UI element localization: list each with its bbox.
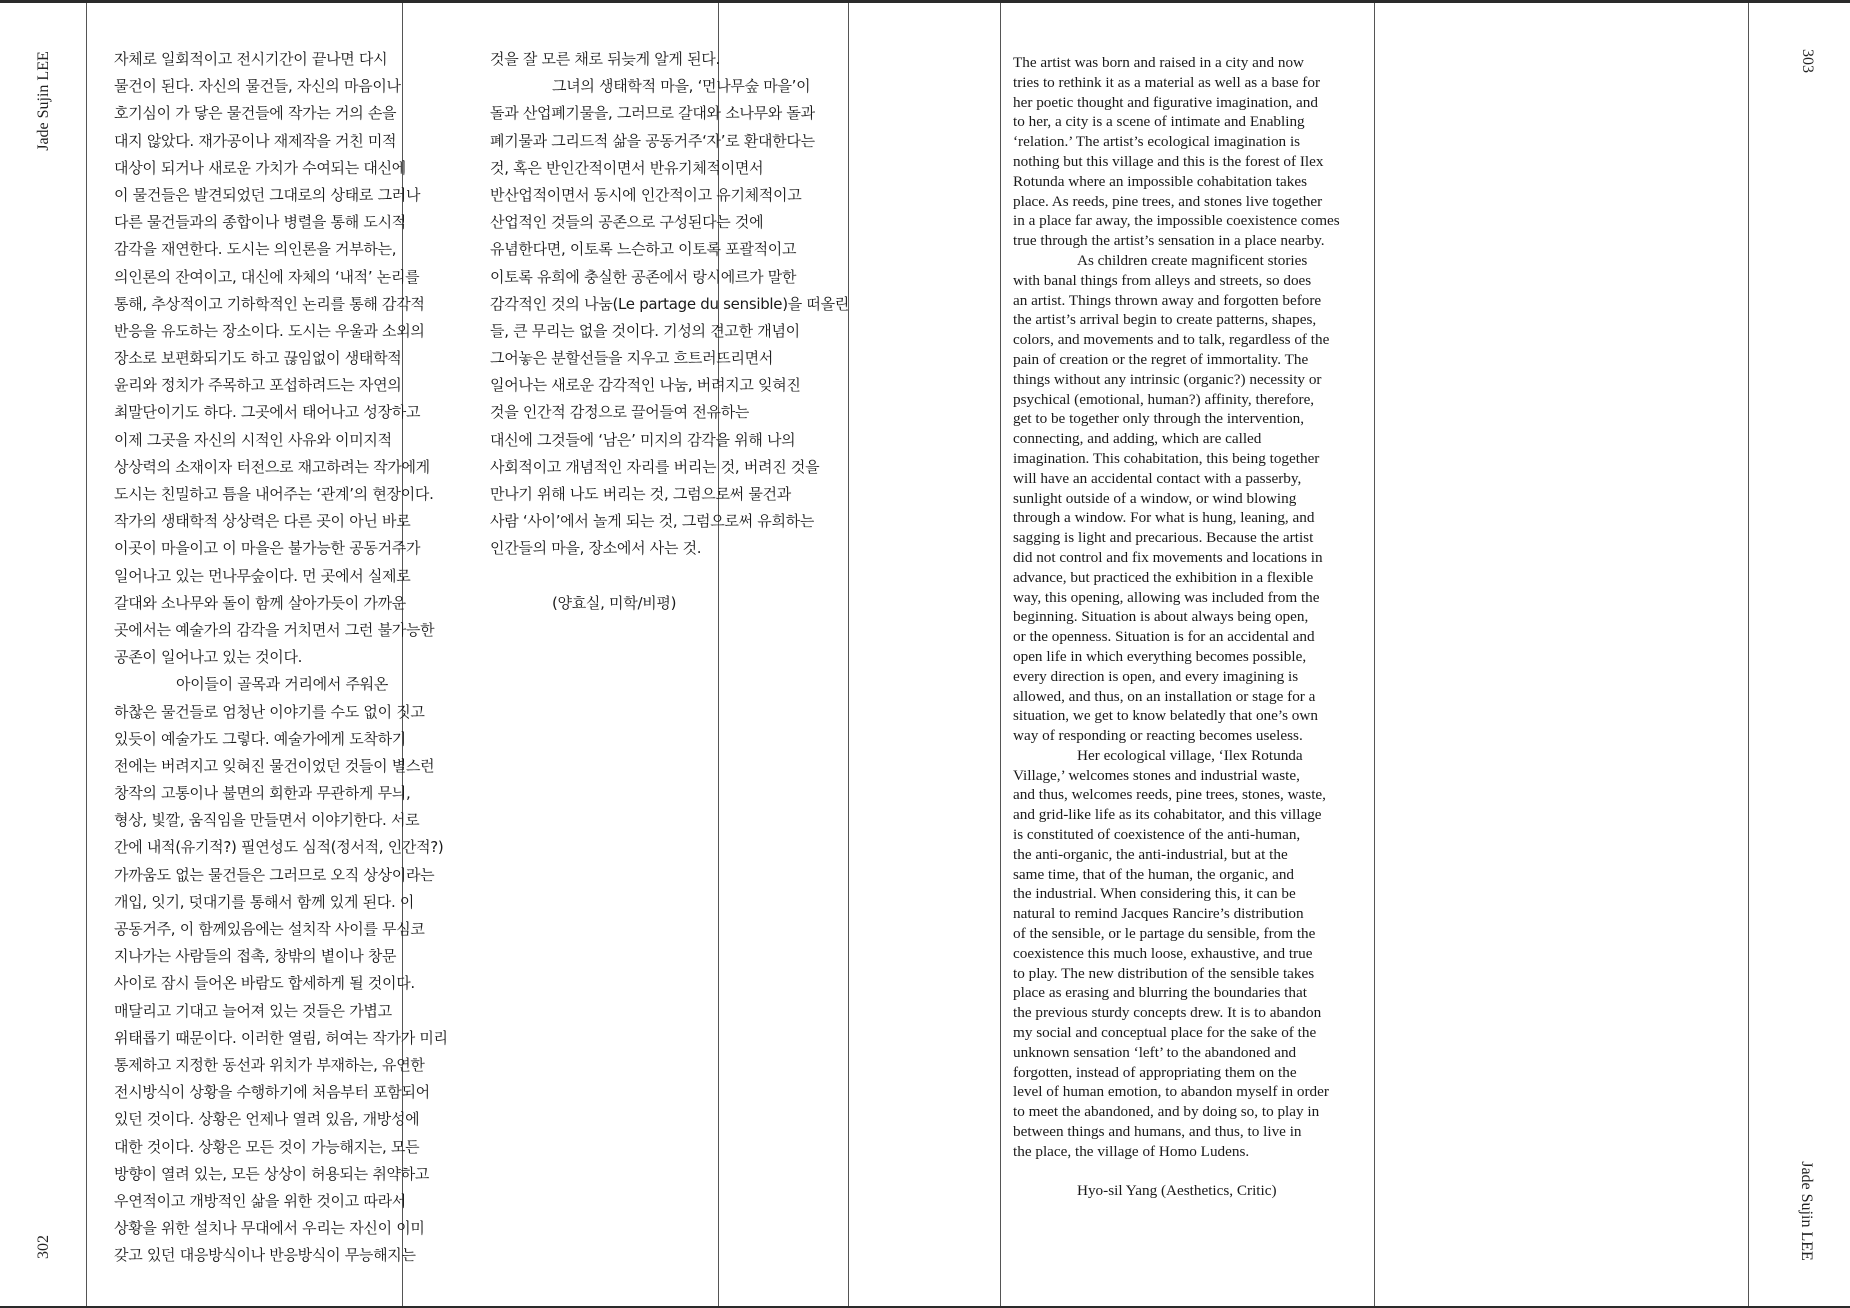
text-line: 이제 그곳을 자신의 시적인 사유와 이미지적 [114, 430, 392, 449]
text-line: true through the artist’s sensation in a place nearby. [1013, 232, 1325, 250]
text-line: beginning. Situation is about always being open, [1013, 608, 1309, 626]
text-line: 가까움도 없는 물건들은 그러므로 오직 상상이라는 [114, 865, 435, 884]
text-line: tries to rethink it as a material as well as a base for [1013, 73, 1321, 91]
text-line: 그어놓은 분할선들을 지우고 흐트러뜨리면서 [490, 349, 774, 368]
text-line: pain of creation or the regret of immortality. The [1013, 350, 1309, 368]
text-line: the anti-organic, the anti-industrial, but at the [1013, 845, 1288, 863]
column-rule [1000, 3, 1001, 1306]
text-line: 하찮은 물건들로 엄청난 이야기를 수도 없이 짓고 [114, 702, 425, 721]
text-line: or the openness. Situation is for an accidental and [1013, 628, 1315, 646]
text-line: 공동거주, 이 함께있음에는 설치작 사이를 무심코 [114, 920, 425, 938]
text-line: will have an accidental contact with a passerby, [1013, 469, 1302, 487]
text-line: Her ecological village, ‘Ilex Rotunda [1077, 746, 1303, 764]
text-line: sagging is light and precarious. Because the artist [1013, 529, 1314, 547]
text-line: 공존이 일어나고 있는 것이다. [114, 648, 303, 667]
text-line: things without any intrinsic (organic?) necessity or [1013, 370, 1322, 388]
text-line: coexistence this much loose, exhaustive, and true [1013, 944, 1313, 962]
text-line: 장소로 보편화되기도 하고 끊임없이 생태학적 [114, 349, 402, 368]
text-line: forgotten, instead of appropriating them on the [1013, 1063, 1297, 1081]
text-line: 방향이 열려 있는, 모든 상상이 허용되는 취약하고 [114, 1164, 430, 1183]
text-line: and thus, welcomes reeds, pine trees, stones, waste, [1013, 786, 1326, 804]
text-line: 다른 물건들과의 종합이나 병렬을 통해 도시적 [114, 213, 406, 232]
text-line: 물건이 된다. 자신의 물건들, 자신의 마음이나 [114, 77, 401, 96]
column-rule [1374, 3, 1375, 1306]
text-line: 전에는 버려지고 잊혀진 물건이었던 것들이 별스런 [114, 756, 435, 775]
text-line: 위태롭기 때문이다. 이러한 열림, 허여는 작가가 미리 [114, 1028, 448, 1047]
text-line: 인간들의 마을, 장소에서 사는 것. [490, 539, 702, 558]
text-line: 곳에서는 예술가의 감각을 거치면서 그런 불가능한 [114, 620, 435, 639]
english-column [1013, 53, 1340, 1201]
text-line: 호기심이 가 닿은 물건들에 작가는 거의 손을 [114, 104, 397, 123]
text-line: 전시방식이 상황을 수행하기에 처음부터 포함되어 [114, 1083, 430, 1102]
text-line: 사이로 잠시 들어온 바람도 합세하게 될 것이다. [114, 974, 415, 993]
text-line: 이토록 유희에 충실한 공존에서 랑시에르가 말한 [490, 267, 797, 286]
text-line: 윤리와 정치가 주목하고 포섭하려드는 자연의 [114, 376, 402, 395]
top-border [0, 0, 1850, 3]
text-line: 도시는 친밀하고 틈을 내어주는 ‘관계’의 현장이다. [114, 485, 434, 503]
text-line: in a place far away, the impossible coexistence comes [1013, 212, 1340, 230]
text-line: get to be together only through the intervention, [1013, 410, 1305, 428]
text-line: 있던 것이다. 상황은 언제나 열려 있음, 개방성에 [114, 1110, 420, 1129]
text-line: same time, that of the human, the organic, and [1013, 865, 1295, 883]
text-line: my social and conceptual place for the sake of the [1013, 1024, 1317, 1042]
text-line: 상황을 위한 설치나 무대에서 우리는 자신이 이미 [114, 1219, 425, 1238]
text-line: The artist was born and raised in a city and now [1013, 54, 1305, 71]
text-line: Rotunda where an impossible cohabitation takes [1013, 172, 1307, 190]
text-line: 산업적인 것들의 공존으로 구성된다는 것에 [490, 213, 764, 232]
text-line: an artist. Things thrown away and forgotten before [1013, 291, 1322, 309]
text-line: 상상력의 소재이자 터전으로 재고하려는 작가에게 [114, 457, 430, 476]
text-line: every direction is open, and every imagining is [1013, 667, 1299, 685]
text-line: advance, but practiced the exhibition in a flexible [1013, 568, 1314, 586]
text-line: 반산업적이면서 동시에 인간적이고 유기체적이고 [490, 185, 802, 204]
text-line: 반응을 유도하는 장소이다. 도시는 우울과 소외의 [114, 321, 425, 340]
text-line: Village,’ welcomes stones and industrial waste, [1013, 766, 1300, 784]
text-line: situation, we get to know belatedly that one’s own [1013, 707, 1318, 725]
text-line: natural to remind Jacques Rancire’s distribution [1013, 905, 1304, 923]
text-line: 사람 ‘사이’에서 놀게 되는 것, 그럼으로써 유희하는 [490, 512, 815, 531]
text-line: with banal things from alleys and streets, so does [1013, 271, 1312, 289]
text-line: psychical (emotional, human?) affinity, therefore, [1013, 390, 1315, 408]
text-line: 창작의 고통이나 불면의 회한과 무관하게 무늬, [114, 784, 411, 803]
text-line: imagination. This cohabitation, this being together [1013, 449, 1320, 467]
paragraph-gap [490, 563, 849, 590]
text-line: 최말단이기도 하다. 그곳에서 태어나고 성장하고 [114, 403, 421, 422]
text-line: way, this opening, allowing was included from the [1013, 588, 1320, 606]
text-line: 일어나는 새로운 감각적인 나눔, 버려지고 잊혀진 [490, 376, 801, 395]
text-line: 이곳이 마을이고 이 마을은 불가능한 공동거주가 [114, 539, 421, 558]
text-line: 폐기물과 그리드적 삶을 공동거주‘자’로 환대한다는 [490, 131, 815, 150]
text-line: way of responding or reacting becomes useless. [1013, 727, 1303, 745]
text-line: 사회적이고 개념적인 자리를 버리는 것, 버려진 것을 [490, 457, 820, 476]
text-line: 그녀의 생태학적 마을, ‘먼나무숲 마을’이 [552, 77, 811, 96]
english-signature: Hyo-sil Yang (Aesthetics, Critic) [1077, 1182, 1277, 1200]
text-line: 감각을 재연한다. 도시는 의인론을 거부하는, [114, 240, 397, 259]
text-line: sunlight outside of a window, or wind blowing [1013, 489, 1297, 507]
text-line: through a window. For what is hung, leaning, and [1013, 509, 1315, 527]
text-line: did not control and fix movements and locations in [1013, 548, 1323, 566]
text-line: the industrial. When considering this, it can be [1013, 885, 1296, 903]
text-line: 유념한다면, 이토록 느슨하고 이토록 포괄적이고 [490, 240, 797, 259]
text-line: 감각적인 것의 나눔(Le partage du sensible)을 떠올린 [490, 294, 849, 313]
korean-column-1 [114, 46, 448, 1269]
text-line: unknown sensation ‘left’ to the abandoned and [1013, 1043, 1297, 1061]
text-line: nothing but this village and this is the forest of Ilex [1013, 152, 1324, 170]
text-line: and grid-like life as its cohabitator, and this village [1013, 806, 1322, 824]
text-line: allowed, and thus, on an installation or stage for a [1013, 687, 1316, 705]
korean-column-2 [490, 46, 849, 617]
text-line: level of human emotion, to abandon myself in order [1013, 1083, 1329, 1101]
text-line: 것, 혹은 반인간적이면서 반유기체적이면서 [490, 158, 764, 177]
text-line: of the sensible, or le partage du sensible, from the [1013, 925, 1316, 943]
text-line: ‘relation.’ The artist’s ecological imagination is [1013, 133, 1301, 151]
page-number-right: 303 [1799, 49, 1816, 73]
text-line: place. As reeds, pine trees, and stones live together [1013, 192, 1323, 210]
text-line: 돌과 산업폐기물을, 그러므로 갈대와 소나무와 돌과 [490, 104, 815, 123]
text-line: 대지 않았다. 재가공이나 재제작을 거친 미적 [114, 131, 397, 150]
text-line: the previous sturdy concepts drew. It is to abandon [1013, 1004, 1322, 1022]
text-line: 갖고 있던 대응방식이나 반응방식이 무능해지는 [114, 1246, 416, 1265]
text-line: 대상이 되거나 새로운 가치가 수여되는 대신에 [114, 158, 406, 177]
text-line: As children create magnificent stories [1077, 251, 1308, 269]
text-line: place as erasing and blurring the boundaries that [1013, 984, 1307, 1002]
text-line: 개입, 잇기, 덧대기를 통해서 함께 있게 된다. 이 [114, 892, 415, 911]
column-rule [1748, 3, 1749, 1306]
text-line: to play. The new distribution of the sensible takes [1013, 964, 1315, 982]
text-line: the place, the village of Homo Ludens. [1013, 1142, 1250, 1160]
text-line: 만나기 위해 나도 버리는 것, 그럼으로써 물건과 [490, 485, 791, 503]
text-line: the artist’s arrival begin to create patterns, shapes, [1013, 311, 1317, 329]
text-line: 있듯이 예술가도 그렇다. 예술가에게 도착하기 [114, 729, 406, 748]
korean-signature: (양효실, 미학/비평) [552, 593, 677, 612]
text-line: 매달리고 기대고 늘어져 있는 것들은 가볍고 [114, 1001, 392, 1020]
text-line: to her, a city is a scene of intimate and Enabling [1013, 113, 1305, 131]
text-line: 것을 인간적 감정으로 끌어들여 전유하는 [490, 403, 750, 422]
column-rule [86, 3, 87, 1306]
text-line: 들, 큰 무리는 없을 것이다. 기성의 견고한 개념이 [490, 321, 800, 340]
text-line: between things and humans, and thus, to live in [1013, 1123, 1302, 1141]
running-head-right: Jade Sujin LEE [1798, 1161, 1815, 1261]
page-number-left: 302 [35, 1235, 52, 1259]
text-line: 이 물건들은 발견되었던 그대로의 상태로 그러나 [114, 185, 421, 204]
text-line: open life in which everything becomes possible, [1013, 647, 1307, 665]
text-line: 통해, 추상적이고 기하학적인 논리를 통해 감각적 [114, 294, 425, 313]
text-line: 자체로 일회적이고 전시기간이 끝나면 다시 [114, 50, 388, 68]
text-line: 갈대와 소나무와 돌이 함께 살아가듯이 가까운 [114, 593, 406, 612]
running-head-left: Jade Sujin LEE [35, 51, 52, 151]
text-line: 작가의 생태학적 상상력은 다른 곳이 아닌 바로 [114, 512, 411, 531]
text-line: 대신에 그것들에 ‘남은’ 미지의 감각을 위해 나의 [490, 430, 796, 449]
text-line: 일어나고 있는 먼나무숲이다. 먼 곳에서 실제로 [114, 566, 411, 585]
text-line: her poetic thought and figurative imagination, and [1013, 93, 1318, 111]
text-line: 우연적이고 개방적인 삶을 위한 것이고 따라서 [114, 1191, 406, 1210]
text-line: colors, and movements and to talk, regardless of the [1013, 331, 1330, 349]
text-line: 의인론의 잔여이고, 대신에 자체의 ‘내적’ 논리를 [114, 267, 420, 286]
text-line: 아이들이 골목과 거리에서 주워온 [176, 675, 389, 694]
text-line: 것을 잘 모른 채로 뒤늦게 알게 된다. [490, 50, 720, 68]
text-line: 지나가는 사람들의 접촉, 창밖의 볕이나 창문 [114, 947, 397, 966]
text-line: connecting, and adding, which are called [1013, 430, 1262, 448]
text-line: 대한 것이다. 상황은 모든 것이 가능해지는, 모든 [114, 1137, 420, 1156]
paragraph-gap [1013, 1162, 1340, 1182]
text-line: is constituted of coexistence of the anti-human, [1013, 826, 1301, 844]
text-line: to meet the abandoned, and by doing so, to play in [1013, 1103, 1320, 1121]
text-line: 형상, 빛깔, 움직임을 만들면서 이야기한다. 서로 [114, 811, 420, 830]
text-line: 간에 내적(유기적?) 필연성도 심적(정서적, 인간적?) [114, 838, 444, 857]
text-line: 통제하고 지정한 동선과 위치가 부재하는, 유연한 [114, 1055, 425, 1074]
